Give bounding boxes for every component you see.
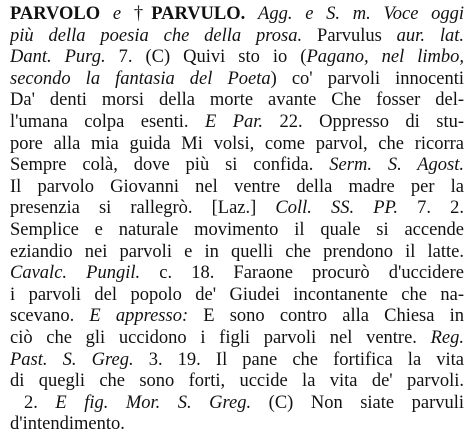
- citation-text: (C) Non siate parvuli: [268, 392, 464, 413]
- entry-line-2: [10, 26, 464, 48]
- entry-line-7: [10, 134, 464, 156]
- citation-text: c. 18. Faraone procurò d'uccidere: [159, 263, 464, 284]
- entry-line-20: [10, 414, 464, 436]
- citation-text: eziandio nei parvoli e in quelli che prendono il latte.: [10, 241, 464, 262]
- editorial-note: secondo la fantasia del Poeta: [10, 68, 271, 89]
- citation-text: l'umana colpa esenti.: [10, 111, 189, 132]
- headword: PARVOLO: [10, 4, 101, 24]
- entry-line-11: [10, 220, 464, 242]
- citation-source: Serm. S. Agost.: [329, 155, 464, 176]
- entry-line-10: [10, 198, 464, 220]
- citation-text: Semplice e naturale movimento il quale si accende: [10, 219, 464, 240]
- latin-term: Parvulus: [317, 25, 382, 46]
- conjunction: e: [112, 4, 122, 24]
- definition-part-1: Voce oggi: [383, 4, 464, 24]
- citation-text: pore alla mia guida Mi volsi, come parvol, che ricorra: [10, 133, 464, 154]
- citation-text: ciò che gli uccidono i figli parvoli nel ventre.: [10, 327, 417, 348]
- entry-line-4: [10, 69, 464, 91]
- citation-text: i parvoli del popolo de' Giudei incontanente che na-: [10, 284, 464, 305]
- citation-text: Da' denti morsi della morte avante Che fosser del-: [10, 90, 464, 111]
- entry-line-16: [10, 328, 464, 350]
- entry-line-8: [10, 155, 464, 177]
- citation-text: d'intendimento.: [10, 414, 125, 435]
- entry-line-15: [10, 306, 464, 328]
- citation-source: Coll. SS. PP.: [275, 198, 399, 219]
- dagger-mark: †: [133, 4, 152, 24]
- editorial-note: Pagano, nel limbo,: [306, 47, 464, 68]
- citation-text: 3. 19. Il pane che fortifica la vita: [148, 349, 464, 370]
- entry-line-3: [10, 47, 464, 69]
- entry-line-1: [10, 4, 464, 26]
- entry-line-12: [10, 242, 464, 264]
- latin-authority: aur. lat.: [396, 25, 464, 46]
- citation-source: E Par.: [204, 111, 264, 132]
- citation-source: Dant. Purg.: [10, 47, 106, 68]
- entry-line-18: [10, 371, 464, 393]
- citation-text: presenzia si rallegrò. [Laz.]: [10, 198, 257, 219]
- entry-line-19: [10, 393, 464, 415]
- headword-variant: PARVULO.: [151, 4, 246, 24]
- citation-source: E appresso:: [89, 306, 189, 327]
- citation-text: scevano.: [10, 306, 75, 327]
- citation-source: Cavalc. Pungil.: [10, 263, 141, 284]
- entry-line-14: [10, 285, 464, 307]
- grammar-label: Agg. e S. m.: [258, 4, 371, 24]
- citation-text: Sempre colà, dove più si confida.: [10, 155, 314, 176]
- definition-part-2: più della poesia che della prosa.: [10, 25, 303, 46]
- citation-source: Reg.: [430, 327, 464, 348]
- citation-text: Il parvolo Giovanni nel ventre della madre per la: [10, 176, 464, 197]
- citation-source: E fig. Mor. S. Greg.: [55, 392, 252, 413]
- citation-text: 22. Oppresso di stu-: [279, 111, 464, 132]
- entry-line-9: [10, 177, 464, 199]
- entry-line-13: [10, 263, 464, 285]
- citation-text: E sono contro alla Chiesa in: [203, 306, 464, 327]
- citation-text: di quegli che sono forti, uccide la vita de' parvoli.: [10, 371, 464, 392]
- citation-text: ) co' parvoli innocenti: [270, 68, 464, 89]
- sense-number: 2.: [24, 392, 38, 413]
- entry-line-6: [10, 112, 464, 134]
- entry-line-17: [10, 350, 464, 372]
- dictionary-entry: [10, 4, 464, 436]
- citation-text: 7. 2.: [417, 198, 464, 219]
- entry-line-5: [10, 90, 464, 112]
- citation-source: Past. S. Greg.: [10, 349, 134, 370]
- citation-text: 7. (C) Quivi sto io (: [118, 47, 307, 68]
